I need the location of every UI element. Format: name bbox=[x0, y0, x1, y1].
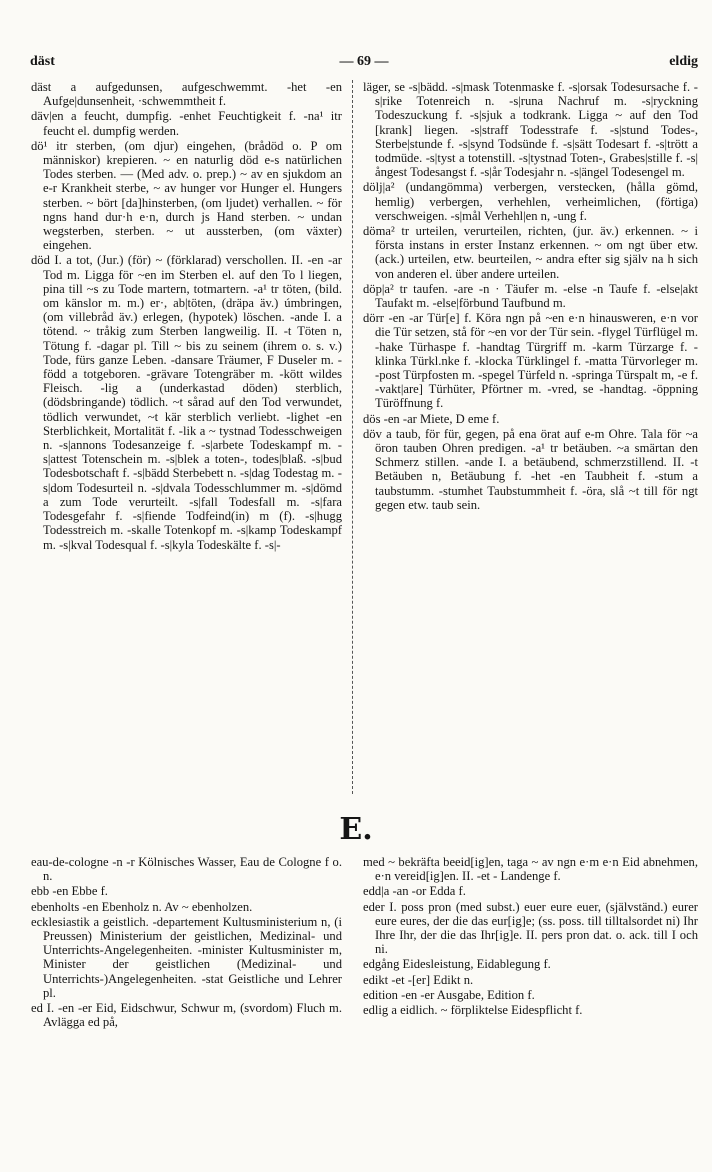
entry-ecklesiastik: ecklesiastik a geistlich. -departement Kultusministerium n, (i Preussen) Ministerium der geistlichen, Medizinal- und Unterrichts-Angelegenheiten. -minister Kultusminister m, Minister der geistlichen (Medizinal- und Unterrichts-)Angelegenheiten. -stat Geistliche und Lehrer pl. bbox=[31, 914, 342, 1000]
entry-ebenholts: ebenholts -en Ebenholz n. Av ~ ebenholzen. bbox=[31, 899, 253, 914]
header-first-headword: däst bbox=[30, 54, 55, 69]
entry-dölja: dölj|a² (undangömma) verbergen, verstecken, (hålla gömd, hemlig) verbergen, verhehlen, verheimlichen, (förtiga) verschweigen. -s|mål Verhehl|en n, -ung f. bbox=[363, 180, 698, 223]
entry-dös: dös -en -ar Miete, D eme f. bbox=[363, 411, 500, 426]
entry-dörr: dörr -en -ar Tür[e] f. Köra ngn på ~en e·n hinausweren, e·n vor die Tür setzen, stå för ~en vor der Tür sein. -flygel Türflügel m. -hake Türhaspe f. -handtag Türgriff m. -karm Türzarge f. -klinka Türkl.nke f. -klocka Türklingel f. -matta Türvorleger m. -post Türpfosten m. -spegel Türfeld n. -springa Türspalt m, -e f. -vakt|are] Türhüter, Pförtner m. -vred, se -handtag. -öppning Türöffnung f. bbox=[363, 311, 698, 411]
entry-dö: dö¹ itr sterben, (om djur) eingehen, (brådöd o. P om människor) krepieren. ~ en naturlig död e-s natürlichen Todes sterben. — (Med adv. o. prep.) ~ av en sjukdom an e-r Krankheit sterbe, ~ av hunger vor Hunger el. Hungers sterben. ~ bört [da]hinsterben, (om ljudet) verhallen. ~ för ngns hand dur·h e·n, durch js Hand sterben. ~ undan wegsterben, sterben. ~ ut aussterben, (om växter) eingehen. bbox=[31, 138, 342, 253]
entry-död: död I. a tot, (Jur.) (för) ~ (förklarad) verschollen. II. -en -ar Tod m. Ligga för ~en im Sterben el. auf den To l liegen, pina till ~s zu Tode martern, totmartern. -a¹ tr töten, (bild. om känslor m. m.) er·, ab|töten, (dräpa äv.) úmbringen, (om villebråd äv.) erlegen, (hypotek) löschen. -ande I. a tötend. ~ tråkig zum Sterben langweilig. II. -t Töten n, Tötung f. -dagar pl. Till ~ bis zu seinem (ihrem o. s. v.) Tode, fürs ganze Leben. -dansare Träumer, F Duseler m. -född a totgeboren. -grävare Totengräber m. -kött wildes Fleisch. -lig a (underkastad döden) sterblich, (dödsbringande) tödlich. ~t sårad auf den Tod verwundet, tödlich verwundet, ~t kär sterblich verliebt. -lighet -en Sterblichkeit, Mortalität f. -lik a ~ tystnad Todesschweigen n. -s|annons Todesanzeige f. -s|arbete Todeskampf m. -s|attest Totenschein m. -s|blek a toten-, todes|blaß. -s|bud Todesbotschaft f. -s|bädd Sterbebett n. -s|dag Todestag m. -s|dom Todesurteil n. -s|dvala Todesschlummer m. -s|dömd a zum Tode verurteilt. -s|fall Todesfall m. -s|fara Todesgefahr f. -s|fiende Todfeind(in) m (f). -s|hugg Todesstreich m. -skalle Totenkopf m. -s|kamp Todeskampf m. -s|kval Todesqual f. -s|kyla Todeskälte f. -s|- bbox=[31, 253, 342, 552]
entry-ebb: ebb -en Ebbe f. bbox=[31, 884, 108, 899]
entry-döv: döv a taub, för für, gegen, på ena örat auf e-m Ohre. Tala för ~a öron tauben Ohren predigen. -a¹ tr betäuben. ~a smärtan den Schmerz stillen. -ande I. a betäubend, schmerzstillend. II. -t Betäuben n, Betäubung f. -het -en Taubheit f. -stum a taubstumm. -stumhet Taubstummheit f. -öra, slå ~t till för ngt gegen etw. taub sein. bbox=[363, 426, 698, 512]
entry-dävjen: däv|en a feucht, dumpfig. -enhet Feuchtigkeit f. -na¹ itr feucht el. dumpfig werden. bbox=[31, 109, 342, 138]
page-header bbox=[30, 54, 698, 76]
entry-döma: döma² tr urteilen, verurteilen, richten, (jur. äv.) erkennen. ~ i första instans in erster Instanz erkennen. ~ om ngt über etw. (ack.) urteilen, etw. beurteilen, ~ andra efter sig själv na h sich von anderen el. über andere urteilen. bbox=[363, 224, 698, 281]
page-number: — 69 — bbox=[339, 54, 389, 69]
header-last-headword: eldig bbox=[669, 54, 698, 69]
entry-edikt: edikt -et -[er] Edikt n. bbox=[363, 972, 474, 987]
entry-dödsläger-cont: läger, se -s|bädd. -s|mask Totenmaske f. -s|orsak Todesursache f. -s|rike Totenreich n. -s|runa Nachruf m. -s|ryckning Todeszuckung f. -s|sjuk a todkrank. Ligga ~ auf den Tod [krank] liegen. -s|straff Todesstrafe f. -s|stund Todes-, Sterbe|stunde f. -s|synd Todsünde f. -s|sätt Todesart f. -s|trött a todmüde. -s|tyst a totenstill. -s|tystnad Toten-, Grabes|stille f. -s|ångest Todesangst f. -s|år Todesjahr n. -s|ängel Todesengel m. bbox=[363, 80, 698, 180]
entry-eder: eder I. poss pron (med subst.) euer eure euer, (självständ.) eurer eure eures, der die das eur[ig]e; (ss. poss. till tilltalsordet ni) Ihr Ihre Ihr, der die das Ihr[ig]e. II. pers pron dat. o. ack. till I och ni. bbox=[363, 899, 698, 957]
entry-ed: ed I. -en -er Eid, Eidschwur, Schwur m, (svordom) Fluch m. Avlägga ed på, bbox=[31, 1001, 342, 1030]
column-right-bottom bbox=[363, 855, 698, 1155]
entry-döpa: döp|a² tr taufen. -are -n · Täufer m. -else -n Taufe f. -else|akt Taufakt m. -else|förbund Taufbund m. bbox=[363, 281, 698, 311]
entry-däst: däst a aufgedunsen, aufgeschwemmt. -het -en Aufge|dunsenheit, ·schwemmtheit f. bbox=[31, 80, 342, 109]
column-left-bottom bbox=[31, 855, 342, 1155]
entry-edda: edd|a -an -or Edda f. bbox=[363, 884, 466, 899]
column-right-top bbox=[363, 80, 698, 790]
entry-ed-cont: med ~ bekräfta beeid[ig]en, taga ~ av ngn e·m e·n Eid abnehmen, e·n vereid[ig]en. II. -et - Landenge f. bbox=[363, 855, 698, 884]
section-letter: E. bbox=[339, 812, 373, 847]
entry-edgång: edgång Eidesleistung, Eidablegung f. bbox=[363, 957, 551, 972]
entry-edlig: edlig a eidlich. ~ förpliktelse Eidespflicht f. bbox=[363, 1003, 583, 1018]
entry-edition: edition -en -er Ausgabe, Edition f. bbox=[363, 987, 535, 1002]
entry-eau-de-cologne: eau-de-cologne -n -r Kölnisches Wasser, Eau de Cologne f o. n. bbox=[31, 855, 342, 884]
column-left-top bbox=[31, 80, 342, 790]
column-divider bbox=[352, 80, 353, 794]
